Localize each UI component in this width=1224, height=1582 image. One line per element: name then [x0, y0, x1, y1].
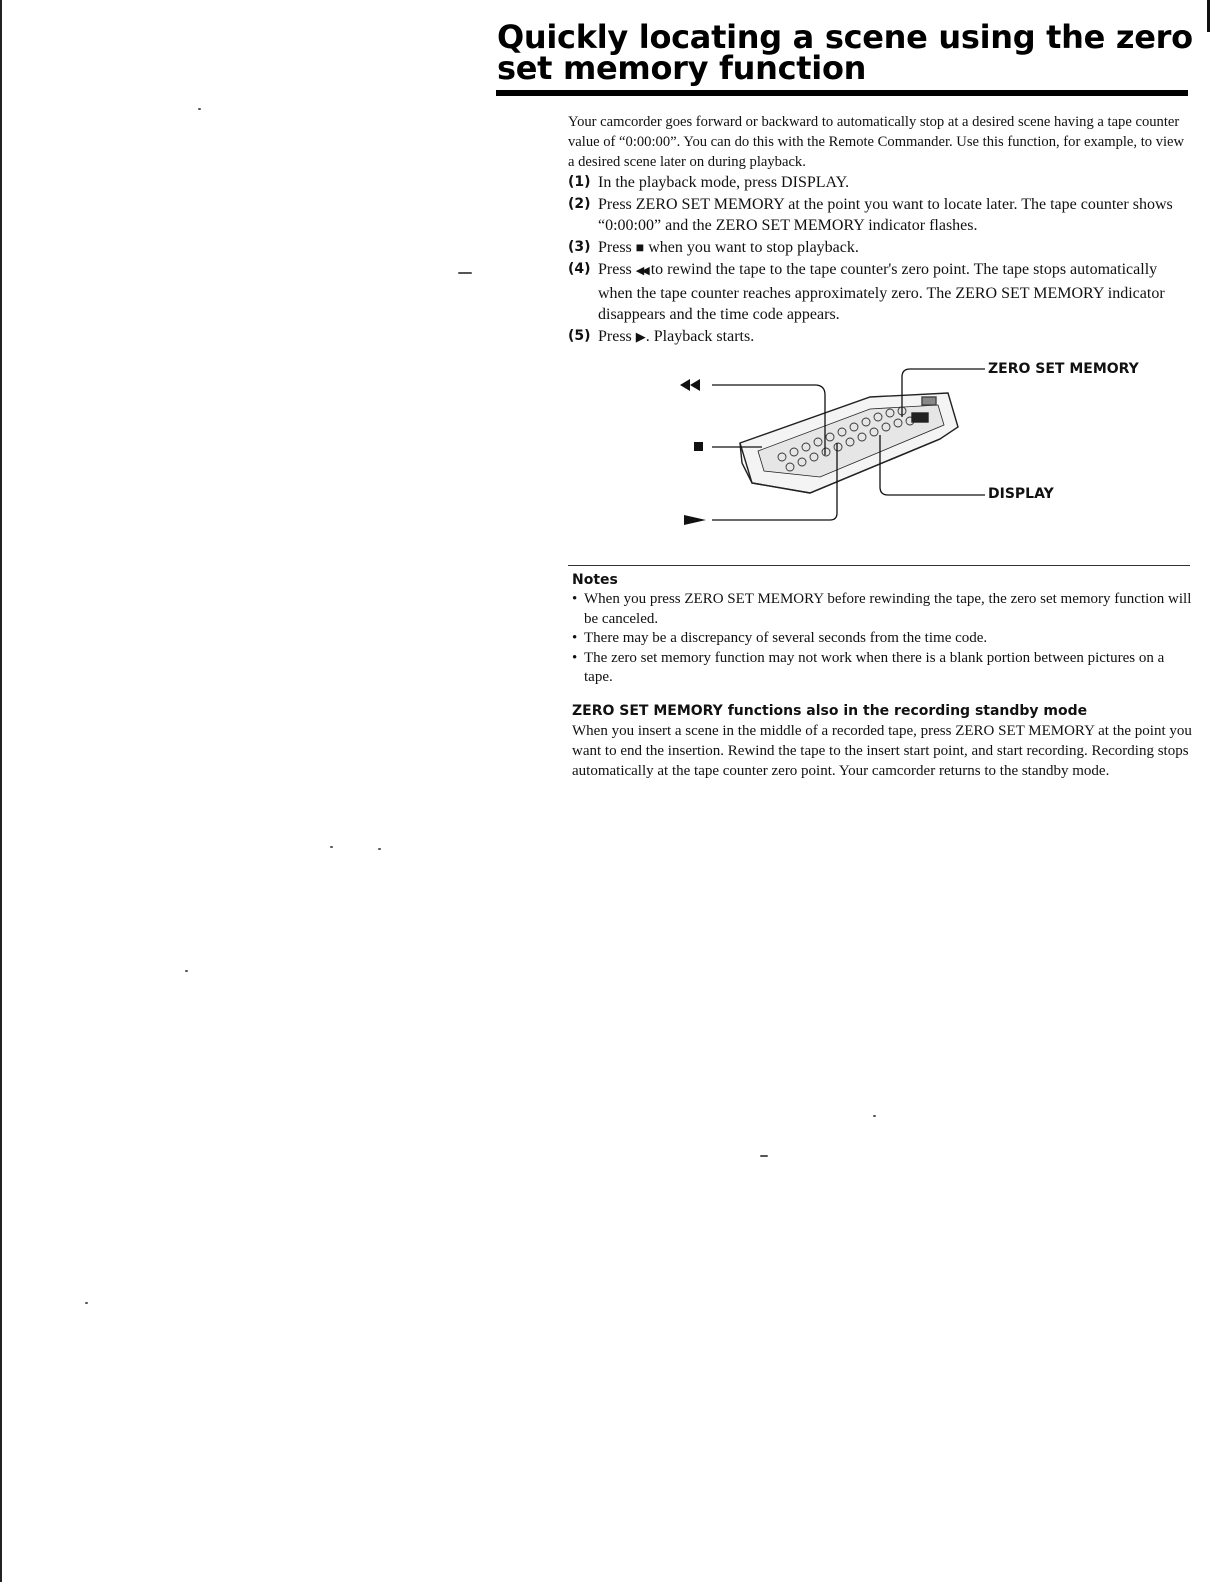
notes-list: [572, 590, 1194, 688]
scan-speck: [760, 1155, 768, 1157]
step-item: [568, 172, 1193, 194]
scan-speck: [185, 970, 188, 972]
scan-speck: [330, 846, 333, 848]
step-text: to rewind the tape to the tape counter's zero point. The tape stops automatically when the tape counter reaches approximately zero. The ZERO SET MEMORY indicator disappears and the time code appears.: [598, 261, 1165, 323]
scan-speck: [378, 848, 381, 850]
remote-commander-illustration: [670, 355, 1170, 545]
step-item: [568, 326, 1193, 348]
standby-text: When you insert a scene in the middle of a recorded tape, press ZERO SET MEMORY at the point you want to end the insertion. Rewind the tape to the insert start point, and start recording. Recording stops automatically at the tape counter zero point. Your camcorder returns to the standby mode.: [572, 723, 1192, 779]
play-icon: [684, 515, 706, 525]
scan-speck: [873, 1115, 876, 1117]
note-item: • The zero set memory function may not work when there is a blank portion between pictures on a tape.: [572, 649, 1194, 688]
scan-edge: [0, 0, 2, 1582]
zero-set-memory-label: ZERO SET MEMORY: [988, 361, 1139, 377]
step-number: (4): [568, 261, 591, 277]
standby-heading: ZERO SET MEMORY functions also in the recording standby mode: [572, 703, 1088, 719]
title-rule: [496, 90, 1188, 96]
notes-heading: Notes: [572, 572, 618, 588]
notes-section: [572, 571, 1194, 688]
step-text: when you want to stop playback.: [648, 238, 859, 256]
step-item: [568, 194, 1193, 237]
intro-paragraph: Your camcorder goes forward or backward to automatically stop at a desired scene having a tape counter value of “0:00:00”. You can do this with the Remote Commander. Use this function, for example, to view a desired scene later on during playback.: [568, 114, 1185, 170]
note-item: • When you press ZERO SET MEMORY before rewinding the tape, the zero set memory function will be canceled.: [572, 590, 1194, 629]
note-item: • There may be a discrepancy of several seconds from the time code.: [572, 629, 1194, 649]
step-text: Press: [598, 327, 632, 345]
steps-list: [568, 172, 1193, 347]
rewind-icon: ◀◀: [635, 265, 647, 277]
page-edge-mark: [1207, 0, 1210, 32]
step-item: [568, 259, 1193, 326]
step-text: Press ZERO SET MEMORY at the point you want to locate later. The tape counter shows “0:00:00” and the ZERO SET MEMORY indicator flashes.: [598, 195, 1173, 234]
stop-icon: [694, 442, 703, 451]
step-text: Press: [598, 261, 632, 278]
remote-commander-figure: [670, 355, 1170, 545]
step-item: [568, 237, 1193, 260]
step-text: In the playback mode, press DISPLAY.: [598, 174, 850, 191]
scan-speck: [198, 108, 201, 110]
scan-speck: [458, 272, 472, 274]
step-number: (2): [568, 195, 591, 212]
step-number: (1): [568, 174, 591, 190]
display-label: DISPLAY: [988, 486, 1054, 502]
step-text: . Playback starts.: [645, 327, 755, 345]
main-column: [568, 112, 1193, 347]
stop-icon: ■: [635, 240, 645, 256]
step-number: (3): [568, 238, 591, 255]
scan-speck: [85, 1302, 88, 1304]
standby-section: [572, 702, 1194, 781]
page-title: Quickly locating a scene using the zero set memory function: [497, 18, 1193, 87]
step-text: Press: [598, 238, 632, 256]
rewind-icon: [680, 379, 700, 391]
notes-divider: [568, 565, 1190, 566]
remote-commander-icon: [740, 393, 958, 493]
step-number: (5): [568, 327, 591, 344]
play-icon: ▶: [635, 328, 646, 344]
